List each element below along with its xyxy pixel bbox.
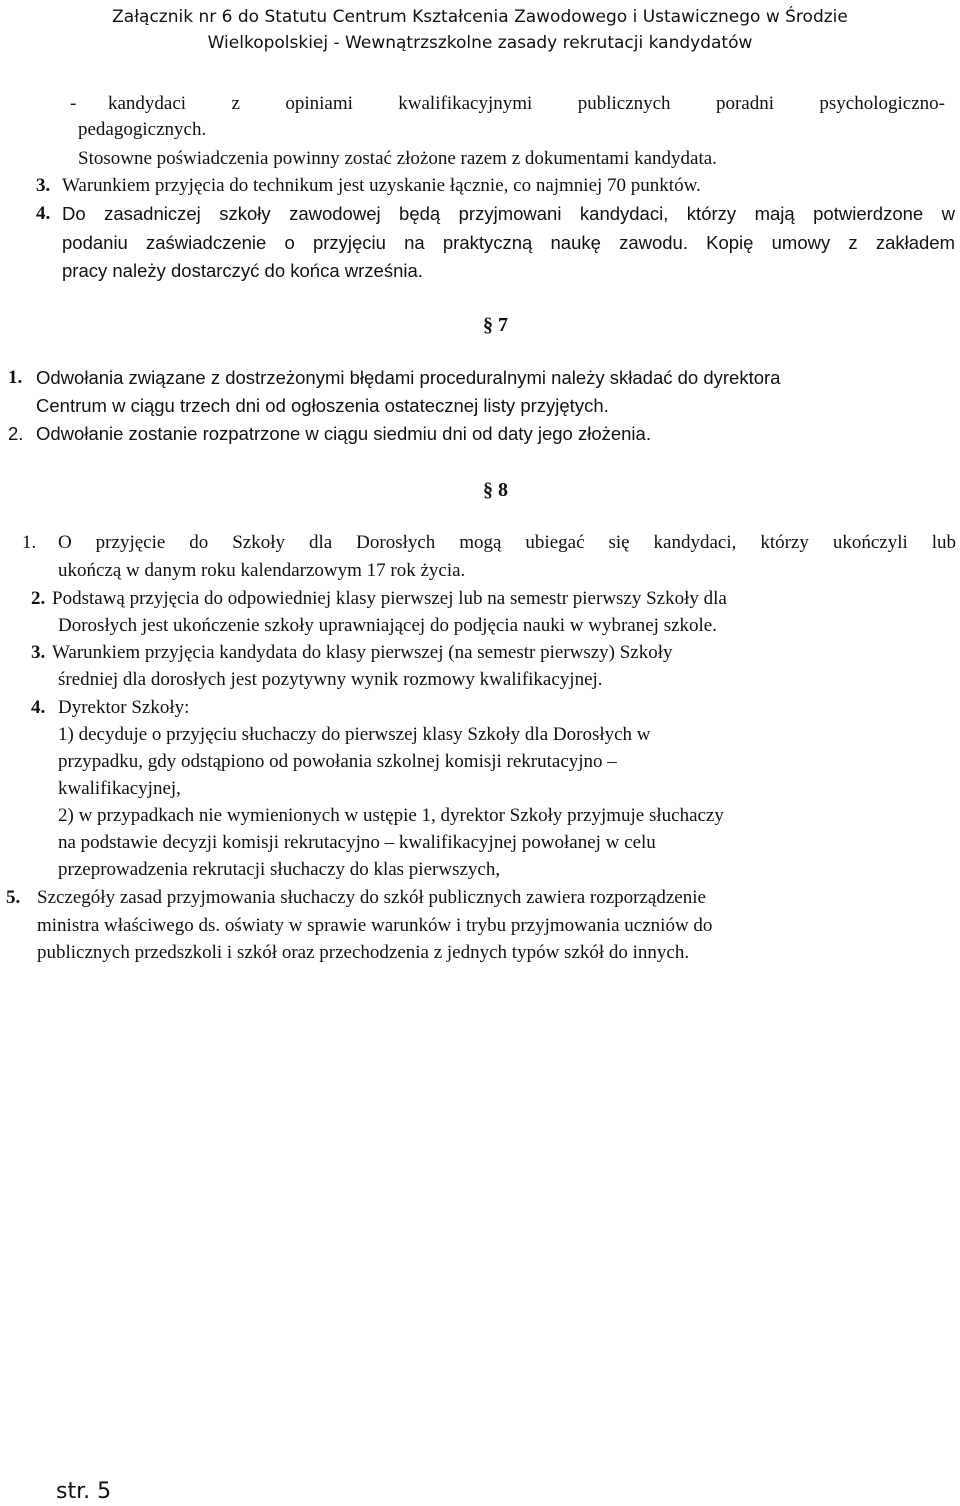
s8-item-1-line-2: ukończą w danym roku kalendarzowym 17 rok życia.: [58, 560, 466, 581]
s7-item-1-line-1: Odwołania związane z dostrzeżonymi błędami proceduralnymi należy składać do dyrektora: [36, 367, 781, 388]
s8-item-3-number: 3.: [31, 642, 46, 663]
s8-item-4-sub-1-line-2: przypadku, gdy odstąpiono od powołania szkolnej komisji rekrutacyjno –: [58, 751, 617, 772]
bullet-dash: -: [70, 93, 77, 114]
s8-item-4-sub-1-line-3: kwalifikacyjnej,: [58, 778, 181, 799]
s8-item-5-number: 5.: [6, 887, 21, 908]
s8-item-4-sub-2-line-1: 2) w przypadkach nie wymienionych w ustępie 1, dyrektor Szkoły przyjmuje słuchaczy: [58, 805, 724, 826]
bullet-line-2: pedagogicznych.: [78, 119, 207, 140]
s7-item-2-number: 2.: [8, 423, 24, 444]
bullet-line-1: kandydaci z opiniami kwalifikacyjnymi publicznych poradni psychologiczno-: [108, 93, 945, 114]
s8-item-2-number: 2.: [31, 588, 46, 609]
s7-item-1-number: 1.: [8, 367, 23, 388]
s8-item-2-line-2: Dorosłych jest ukończenie szkoły uprawniającej do podjęcia nauki w wybranej szkole.: [58, 615, 717, 636]
s8-item-4-sub-2-line-2: na podstawie decyzji komisji rekrutacyjno – kwalifikacyjnej powołanej w celu: [58, 832, 656, 853]
stosowne-line: Stosowne poświadczenia powinny zostać złożone razem z dokumentami kandydata.: [78, 148, 717, 169]
s8-item-3-line-1: Warunkiem przyjęcia kandydata do klasy pierwszej (na semestr pierwszy) Szkoły: [52, 642, 673, 663]
s7-item-2-text: Odwołanie zostanie rozpatrzone w ciągu siedmiu dni od daty jego złożenia.: [36, 423, 651, 444]
item-3-text: Warunkiem przyjęcia do technikum jest uzyskanie łącznie, co najmniej 70 punktów.: [62, 175, 701, 196]
s8-item-5-line-2: ministra właściwego ds. oświaty w sprawie warunków i trybu przyjmowania uczniów do: [37, 915, 713, 936]
s8-item-1-number: 1.: [22, 532, 37, 553]
s8-item-4-sub-2-line-3: przeprowadzenia rekrutacji słuchaczy do klas pierwszych,: [58, 859, 501, 880]
item-4-line-1: Do zasadniczej szkoły zawodowej będą przyjmowani kandydaci, którzy mają potwierdzone w: [62, 203, 955, 224]
s8-item-5-line-1: Szczegóły zasad przyjmowania słuchaczy do szkół publicznych zawiera rozporządzenie: [37, 887, 706, 908]
s8-item-5-line-3: publicznych przedszkoli i szkół oraz przechodzenia z jednych typów szkół do innych.: [37, 942, 690, 963]
s8-item-2-line-1: Podstawą przyjęcia do odpowiedniej klasy pierwszej lub na semestr pierwszy Szkoły dla: [52, 588, 727, 609]
header-line-2: Wielkopolskiej - Wewnątrzszkolne zasady rekrutacji kandydatów: [207, 33, 753, 53]
section-8-heading: § 8: [483, 479, 508, 501]
page-header: [0, 4, 960, 56]
item-4-line-2: podaniu zaświadczenie o przyjęciu na praktyczną naukę zawodu. Kopię umowy z zakładem: [62, 232, 955, 253]
item-4-line-3: pracy należy dostarczyć do końca września.: [62, 260, 423, 281]
s8-item-1-line-1: O przyjęcie do Szkoły dla Dorosłych mogą ubiegać się kandydaci, którzy ukończyli lub: [58, 532, 956, 553]
item-4-number: 4.: [36, 203, 51, 224]
s7-item-1-line-2: Centrum w ciągu trzech dni od ogłoszenia ostatecznej listy przyjętych.: [36, 395, 609, 416]
s8-item-3-line-2: średniej dla dorosłych jest pozytywny wynik rozmowy kwalifikacyjnej.: [58, 669, 603, 690]
s8-item-4-sub-1-line-1: 1) decyduje o przyjęciu słuchaczy do pierwszej klasy Szkoły dla Dorosłych w: [58, 724, 651, 745]
item-3-number: 3.: [36, 175, 51, 196]
page-number: str. 5: [56, 1479, 112, 1504]
header-line-1: Załącznik nr 6 do Statutu Centrum Kształcenia Zawodowego i Ustawicznego w Środzie: [112, 7, 848, 27]
section-7-heading: § 7: [483, 314, 508, 336]
s8-item-4-line-1: Dyrektor Szkoły:: [58, 697, 190, 718]
s8-item-4-number: 4.: [31, 697, 46, 718]
